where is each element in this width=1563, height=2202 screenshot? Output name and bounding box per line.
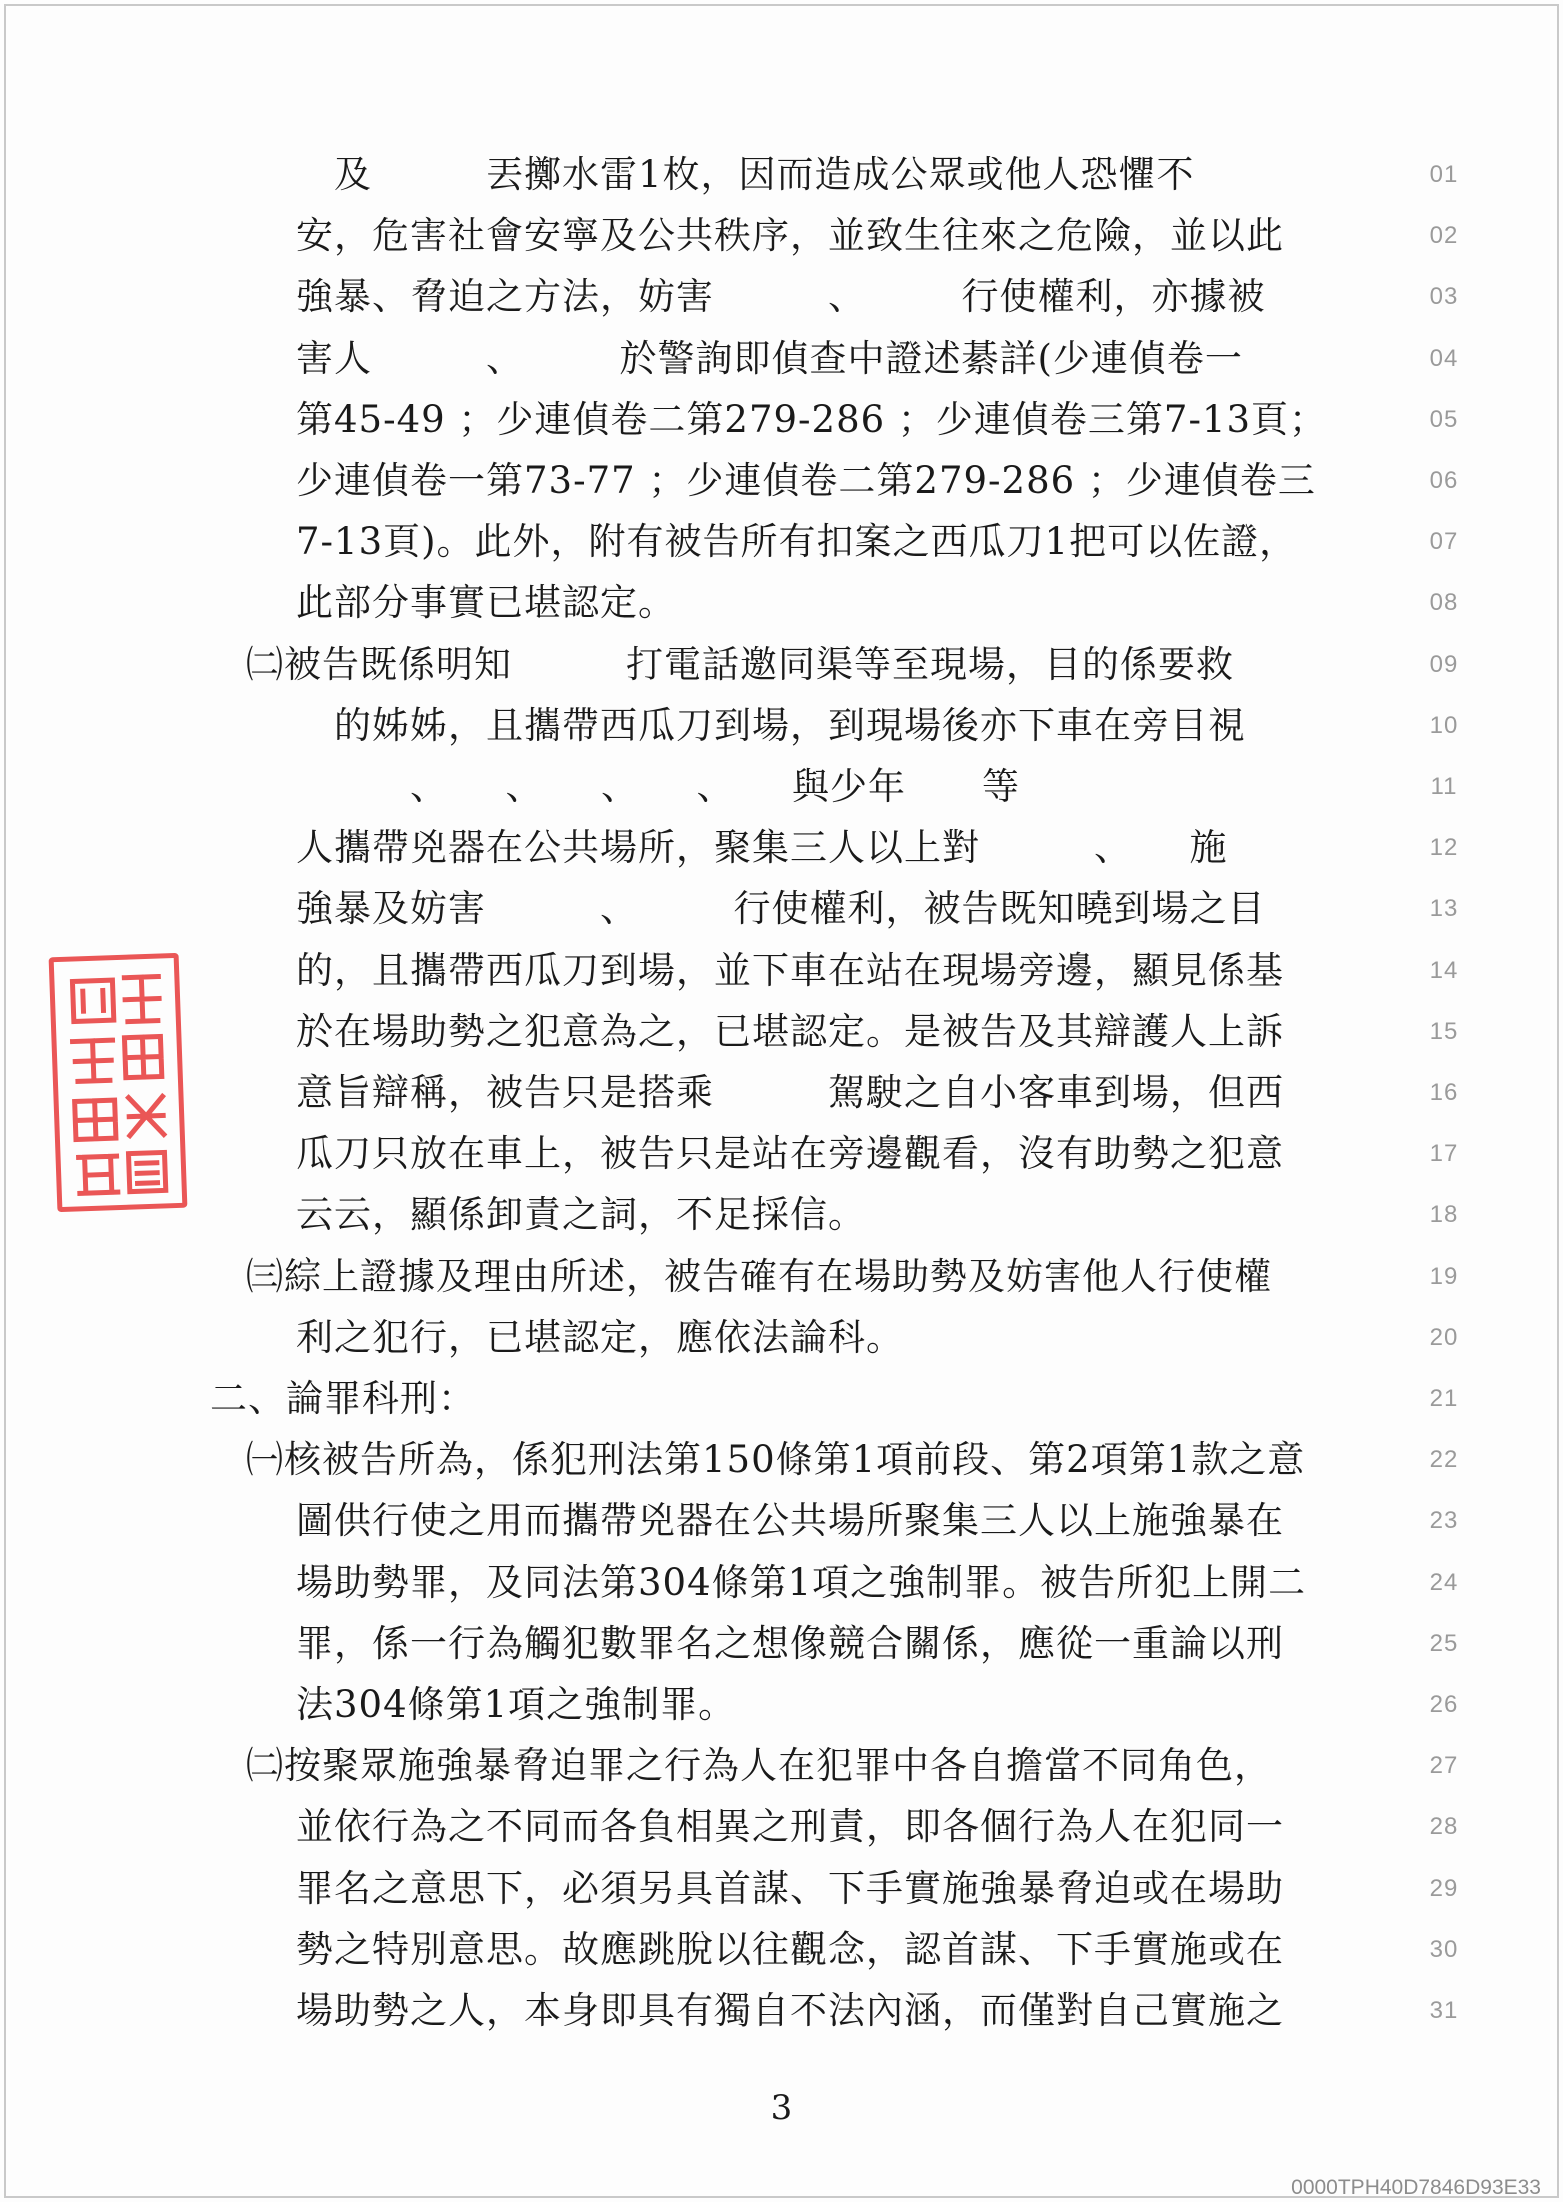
text-line: 少連偵卷一第73-77 ；少連偵卷二第279-286 ；少連偵卷三 xyxy=(296,459,1316,502)
line-number: 06 xyxy=(1429,467,1459,494)
text-line: 的姊姊，且攜帶西瓜刀到場，到現場後亦下車在旁目視 xyxy=(296,703,1246,747)
text-line: ㈡按聚眾施強暴脅迫罪之行為人在犯罪中各自擔當不同角色， xyxy=(246,1744,1272,1788)
text-line: ㈠核被告所為，係犯刑法第150條第1項前段、第2項第1款之意 xyxy=(246,1438,1306,1482)
line-number: 14 xyxy=(1429,956,1459,984)
line-number: 19 xyxy=(1429,1262,1459,1290)
text-line: 安，危害社會安寧及公共秩序，並致生往來之危險，並以此 xyxy=(296,214,1284,258)
text-line: ㈢綜上證據及理由所述，被告確有在場助勢及妨害他人行使權 xyxy=(246,1254,1272,1298)
line-number: 31 xyxy=(1429,1997,1459,2024)
line-number: 30 xyxy=(1429,1935,1459,1963)
text-line: 人攜帶兇器在公共場所，聚集三人以上對 、 施 xyxy=(296,826,1228,870)
line-number: 29 xyxy=(1429,1874,1459,1902)
line-number: 07 xyxy=(1429,528,1459,556)
text-line: ㈡被告既係明知 打電話邀同渠等至現場，目的係要救 xyxy=(246,642,1234,686)
court-seal-icon xyxy=(49,953,188,1212)
text-line: 害人 、 於警詢即偵查中證述綦詳(少連偵卷一 xyxy=(296,336,1243,380)
text-line: 法304條第1項之強制罪。 xyxy=(296,1683,737,1726)
line-number: 23 xyxy=(1429,1507,1459,1535)
text-line: 第45-49 ；少連偵卷二第279-286 ；少連偵卷三第7-13頁； xyxy=(296,397,1328,441)
text-line: 二、論罪科刑： xyxy=(210,1377,476,1420)
line-number: 21 xyxy=(1429,1385,1459,1412)
line-number: 16 xyxy=(1429,1079,1459,1106)
text-line: 罪，係一行為觸犯數罪名之想像競合關係，應從一重論以刑 xyxy=(296,1621,1284,1665)
line-number: 12 xyxy=(1429,834,1459,862)
line-number: 08 xyxy=(1429,589,1459,617)
line-number: 24 xyxy=(1429,1568,1459,1596)
text-line: 及 丟擲水雷1枚，因而造成公眾或他人恐懼不 xyxy=(296,153,1195,196)
text-line: 勢之特別意思。故應跳脫以往觀念，認首謀、下手實施或在 xyxy=(296,1927,1284,1971)
line-number: 11 xyxy=(1430,773,1458,800)
document-code: 0000TPH40D7846D93E33 xyxy=(1291,2176,1541,2199)
text-line: 意旨辯稱，被告只是搭乘 駕駛之自小客車到場，但西 xyxy=(296,1071,1284,1114)
text-line: 此部分事實已堪認定。 xyxy=(296,581,676,625)
text-line: 於在場助勢之犯意為之，已堪認定。是被告及其辯護人上訴 xyxy=(296,1009,1284,1053)
text-line: 的，且攜帶西瓜刀到場，並下車在站在現場旁邊，顯見係基 xyxy=(296,948,1284,992)
text-line: 場助勢罪，及同法第304條第1項之強制罪。被告所犯上開二 xyxy=(296,1560,1307,1604)
line-number: 09 xyxy=(1429,650,1459,678)
text-line: 場助勢之人，本身即具有獨自不法內涵，而僅對自己實施之 xyxy=(296,1989,1284,2032)
line-number: 22 xyxy=(1429,1446,1459,1474)
line-number: 25 xyxy=(1429,1629,1459,1657)
line-number: 03 xyxy=(1429,283,1459,311)
line-number: 28 xyxy=(1429,1813,1459,1841)
line-number: 27 xyxy=(1429,1752,1459,1780)
text-line: 云云，顯係卸責之詞，不足採信。 xyxy=(296,1193,866,1237)
text-line: 、 、 、 、 與少年 等 xyxy=(296,765,1020,808)
page-number: 3 xyxy=(770,2088,793,2128)
text-line: 圖供行使之用而攜帶兇器在公共場所聚集三人以上施強暴在 xyxy=(296,1499,1284,1543)
seal-glyph xyxy=(54,958,182,1207)
text-line: 利之犯行，已堪認定，應依法論科。 xyxy=(296,1315,904,1359)
text-line: 瓜刀只放在車上，被告只是站在旁邊觀看，沒有助勢之犯意 xyxy=(296,1132,1284,1176)
line-number: 13 xyxy=(1429,895,1459,923)
line-number: 15 xyxy=(1429,1017,1459,1045)
line-number: 18 xyxy=(1429,1201,1459,1229)
text-line: 並依行為之不同而各負相異之刑責，即各個行為人在犯同一 xyxy=(296,1805,1284,1849)
text-line: 罪名之意思下，必須另具首謀、下手實施強暴脅迫或在場助 xyxy=(296,1866,1284,1910)
line-number: 01 xyxy=(1429,161,1459,188)
text-line: 強暴及妨害 、 行使權利，被告既知曉到場之目 xyxy=(296,887,1266,931)
line-number: 10 xyxy=(1429,711,1459,739)
line-number: 20 xyxy=(1429,1323,1459,1351)
text-line: 強暴、脅迫之方法，妨害 、 行使權利，亦據被 xyxy=(296,275,1266,319)
line-number: 17 xyxy=(1429,1140,1459,1168)
line-number: 05 xyxy=(1429,405,1459,433)
line-number: 04 xyxy=(1429,344,1459,372)
line-number: 26 xyxy=(1429,1691,1459,1718)
text-line: 7-13頁)。此外，附有被告所有扣案之西瓜刀1把可以佐證， xyxy=(296,520,1298,564)
line-number: 02 xyxy=(1429,222,1459,250)
